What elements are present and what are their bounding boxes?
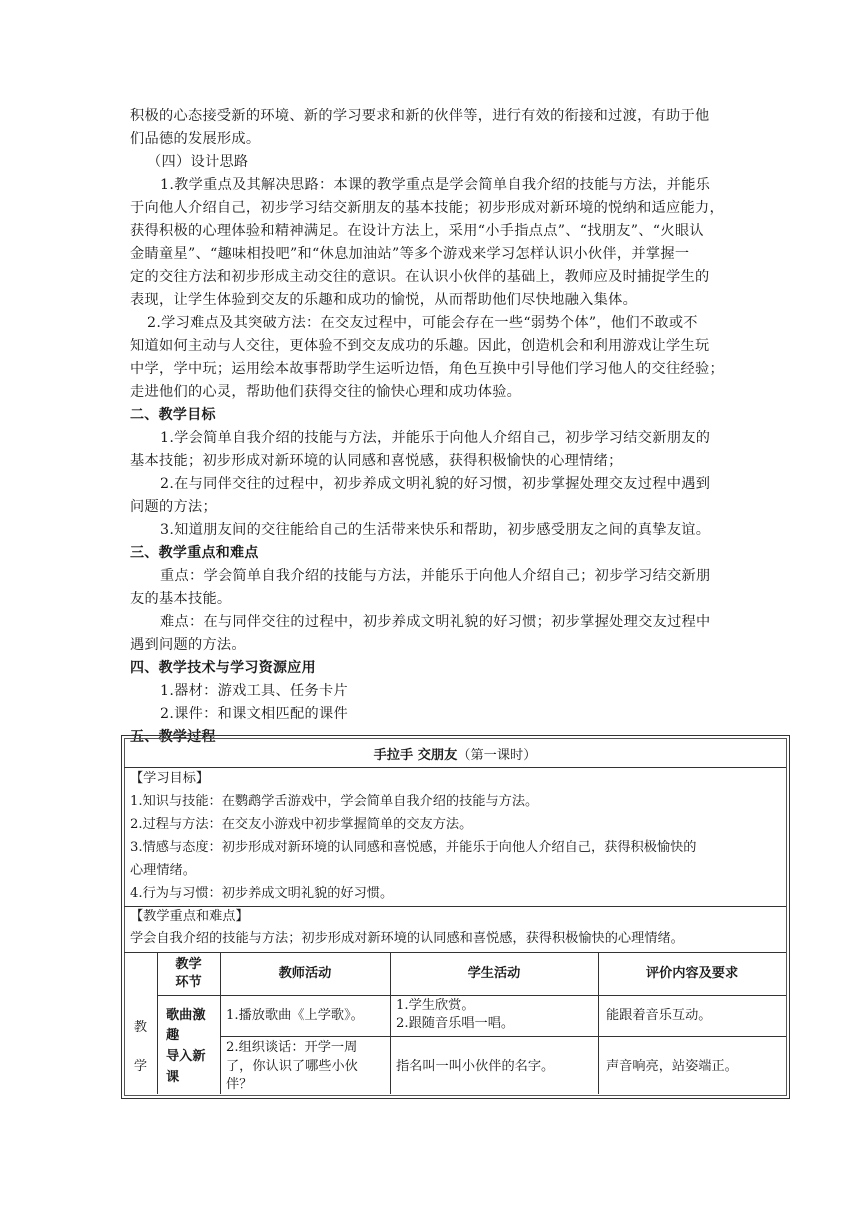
col-header-stage: 教学 [175,957,202,972]
paragraph-line: 知道如何主动与人交往，更体验不到交友成功的乐趣。因此，创造机会和利用游戏让学生玩 [130,338,710,354]
table-title [0,746,860,766]
paragraph-line: 中学，学中玩；运用绘本故事帮助学生运听边悟，角色互换中引导他们学习他人的交往经验； [130,361,724,377]
row-divider [220,1036,786,1037]
section-heading: 五、教学过程 [130,729,216,745]
paragraph-line: 金睛童星”、“趣味相投吧”和“休息加油站”等多个游戏来学习怎样认识小伙伴，并掌握一 [130,246,690,262]
paragraph-line: 积极的心态接受新的环境、新的学习要求和新的伙伴等，进行有效的衔接和过渡，有助于他 [130,108,710,124]
lesson-title: 手拉手 交朋友 [373,748,458,763]
paragraph-line: 友的基本技能。 [130,591,232,607]
process-label: 学 [133,1059,148,1074]
goal-item: 4.行为与习惯：初步养成文明礼貌的好习惯。 [130,886,394,901]
goal-item: 1.知识与技能：在鹦鹉学舌游戏中，学会简单自我介绍的技能与方法。 [130,794,539,809]
paragraph-line: 难点：在与同伴交往的过程中，初步养成文明礼貌的好习惯；初步掌握处理交友过程中 [160,614,711,630]
paragraph-line: 获得积极的心理体验和精神满足。在设计方法上，采用“小手指点点”、“找朋友”、“火眼认 [130,223,704,239]
paragraph-line: 2.学习难点及其突破方法：在交友过程中，可能会存在一些“弱势个体”，他们不敢或不 [147,315,698,331]
col-header-stage: 环节 [175,975,202,990]
student-activity: 2.跟随音乐唱一唱。 [396,1016,515,1031]
paragraph-line: 重点：学会简单自我介绍的技能与方法，并能乐于向他人介绍自己；初步学习结交新朋 [160,568,711,584]
col-header-teacher: 教师活动 [278,966,332,981]
teacher-activity: 伴？ [226,1077,253,1092]
evaluation: 声音响亮，站姿端正。 [606,1059,738,1074]
paragraph-line: 走进他们的心灵，帮助他们获得交往的愉快心理和成功体验。 [130,384,522,400]
teacher-activity: 2.组织谈话：开学一周 [226,1040,358,1055]
paragraph-line: 1.学会简单自我介绍的技能与方法，并能乐于向他人介绍自己，初步学习结交新朋友的 [160,430,711,446]
paragraph-line: 2.课件：和课文相匹配的课件 [160,706,348,722]
row-divider [124,952,786,953]
lesson-session: （第一课时） [457,748,537,763]
section-heading: 二、教学目标 [130,407,216,423]
paragraph-line: 3.知道朋友间的交往能给自己的生活带来快乐和帮助，初步感受朋友之间的真挚友谊。 [160,522,711,538]
stage-label: 课 [166,1070,180,1085]
process-label: 教 [133,1020,148,1035]
paragraph-line: 1.教学重点及其解决思路：本课的教学重点是学会简单自我介绍的技能与方法，并能乐 [160,177,711,193]
col-header-eval: 评价内容及要求 [645,966,739,981]
student-activity: 指名叫一叫小伙伴的名字。 [396,1059,555,1074]
row-divider [124,767,786,768]
student-activity: 1.学生欣赏。 [396,998,475,1013]
paragraph-line: 2.在与同伴交往的过程中，初步养成文明礼貌的好习惯，初步掌握处理交友过程中遇到 [160,476,711,492]
teacher-activity: 了，你认识了哪些小伙 [226,1059,358,1074]
paragraph-line: 1.器材：游戏工具、任务卡片 [160,683,348,699]
stage-label: 导入新 [166,1049,206,1064]
col-header-student: 学生活动 [467,966,521,981]
section-heading: 四、教学技术与学习资源应用 [130,660,316,676]
paragraph-line: 遇到问题的方法。 [130,637,246,653]
teacher-activity: 1.播放歌曲《上学歌》。 [226,1008,364,1023]
paragraph-line: 问题的方法； [130,499,217,515]
goals-heading: 【学习目标】 [130,771,210,786]
key-text: 学会自我介绍的技能与方法；初步形成对新环境的认同感和喜悦感，获得积极愉快的心理情绪。 [130,931,684,946]
key-heading: 【教学重点和难点】 [130,909,249,924]
evaluation: 能跟着音乐互动。 [606,1008,712,1023]
stage-label: 歌曲激 [166,1008,206,1023]
paragraph-line: 于向他人介绍自己，初步学习结交新朋友的基本技能；初步形成对新环境的悦纳和适应能力， [130,200,724,216]
section-heading: 三、教学重点和难点 [130,545,259,561]
paragraph-line: 基本技能；初步形成对新环境的认同感和喜悦感，获得积极愉快的心理情绪； [130,453,623,469]
paragraph-line: 定的交往方法和初步形成主动交往的意识。在认识小伙伴的基础上，教师应及时捕捉学生的 [130,269,710,285]
goal-item: 3.情感与态度：初步形成对新环境的认同感和喜悦感，并能乐于向他人介绍自己，获得积极愉快的 [130,840,697,855]
goal-item: 2.过程与方法：在交友小游戏中初步掌握简单的交友方法。 [130,817,473,832]
goal-item: 心理情绪。 [130,863,196,878]
paragraph-line: 们品德的发展形成。 [130,131,261,147]
stage-label: 趣 [166,1028,180,1043]
paragraph-line: 表现，让学生体验到交友的乐趣和成功的愉悦，从而帮助他们尽快地融入集体。 [130,292,638,308]
subsection-heading: （四）设计思路 [147,154,249,170]
